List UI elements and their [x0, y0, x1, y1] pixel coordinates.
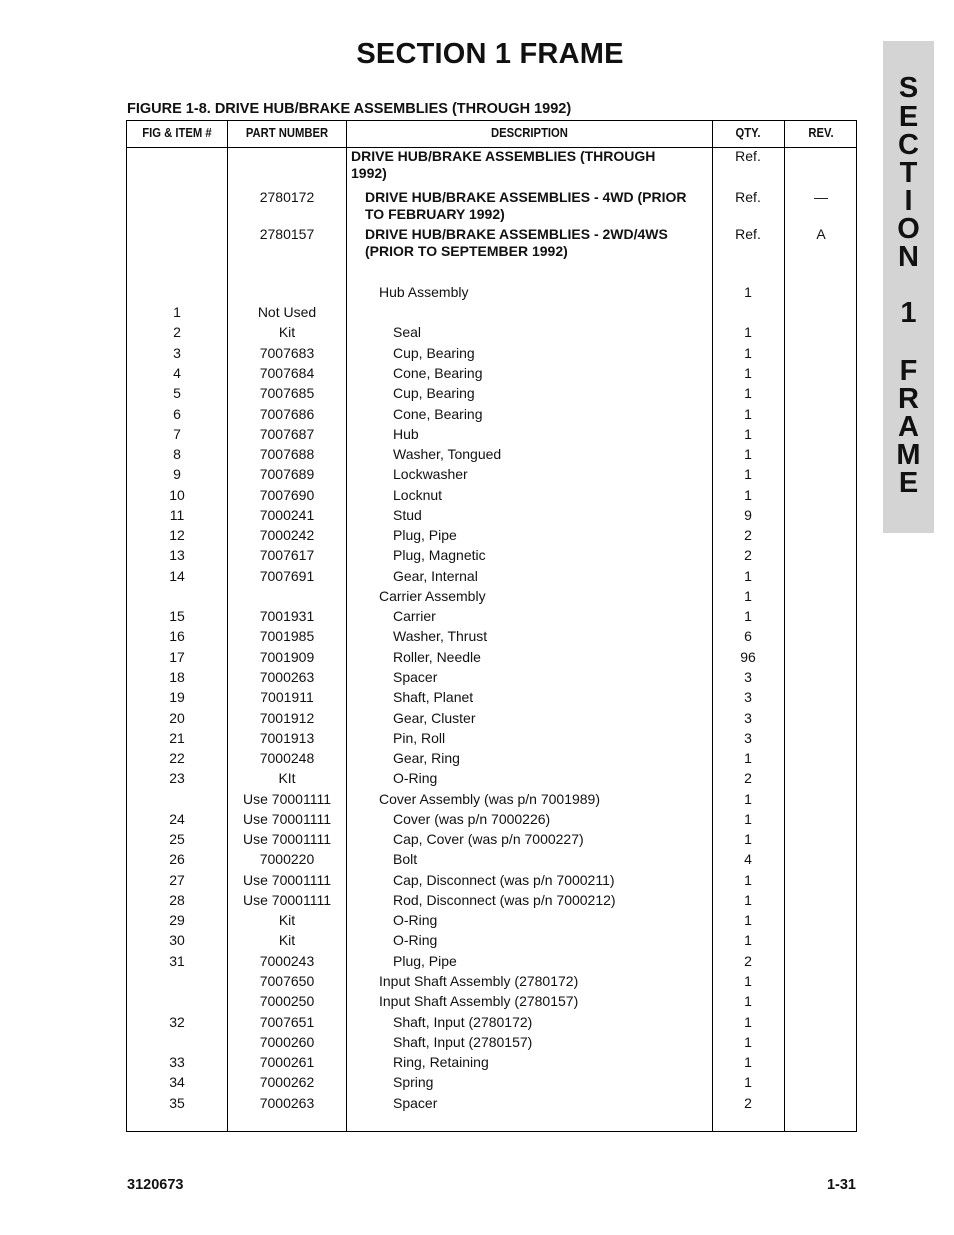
header-fig-item: FIG & ITEM # — [142, 126, 212, 140]
column-divider — [784, 121, 785, 1131]
part-number: 7007688 — [259, 446, 315, 462]
fig-item-number: 14 — [169, 568, 185, 584]
quantity: 1 — [744, 831, 752, 847]
fig-item-number: 25 — [169, 831, 185, 847]
part-number: 7000260 — [259, 1034, 315, 1050]
part-number: 7000250 — [259, 993, 315, 1009]
figure-title: FIGURE 1-8. DRIVE HUB/BRAKE ASSEMBLIES (THROUGH 1992) — [127, 101, 572, 117]
quantity: 1 — [744, 284, 752, 300]
description: DRIVE HUB/BRAKE ASSEMBLIES - 2WD/4WS (PRIOR TO SEPTEMBER 1992) — [365, 226, 668, 259]
description: Spacer — [393, 669, 438, 685]
quantity: 2 — [744, 953, 752, 969]
quantity: 1 — [744, 811, 752, 827]
quantity: 1 — [744, 912, 752, 928]
fig-item-number: 12 — [169, 527, 185, 543]
description: Locknut — [393, 487, 443, 503]
description: Shaft, Planet — [393, 689, 474, 705]
part-number: 7007691 — [259, 568, 315, 584]
fig-item-number: 6 — [173, 406, 181, 422]
description: Spacer — [393, 1095, 438, 1111]
fig-item-number: 4 — [173, 365, 181, 381]
fig-item-number: 16 — [169, 628, 185, 644]
side-tab-letter: O — [897, 213, 920, 245]
page-number: 1-31 — [826, 1177, 856, 1193]
side-tab-letter: 1 — [900, 297, 917, 329]
part-number: 7001913 — [259, 730, 315, 746]
description: Washer, Thrust — [393, 628, 488, 644]
quantity: 2 — [744, 547, 752, 563]
part-number: Kit — [278, 912, 296, 928]
quantity: 1 — [744, 1014, 752, 1030]
description: Carrier — [393, 608, 436, 624]
description: Rod, Disconnect (was p/n 7000212) — [393, 892, 616, 908]
fig-item-number: 15 — [169, 608, 185, 624]
part-number: 7007650 — [259, 973, 315, 989]
quantity: 1 — [744, 406, 752, 422]
part-number: 2780157 — [259, 226, 315, 242]
fig-item-number: 10 — [169, 487, 185, 503]
description: Gear, Cluster — [393, 710, 476, 726]
fig-item-number: 5 — [173, 385, 181, 401]
quantity: 1 — [744, 446, 752, 462]
header-part-number: PART NUMBER — [245, 126, 329, 140]
description: Seal — [393, 324, 422, 340]
side-tab-letter: R — [898, 383, 919, 415]
description: Gear, Internal — [393, 568, 478, 584]
quantity: 2 — [744, 1095, 752, 1111]
part-number: 7001931 — [259, 608, 315, 624]
quantity: 2 — [744, 770, 752, 786]
description: Input Shaft Assembly (2780172) — [379, 973, 579, 989]
quantity: 1 — [744, 932, 752, 948]
part-number: 7000241 — [259, 507, 315, 523]
part-number: 7000248 — [259, 750, 315, 766]
quantity: 1 — [744, 791, 752, 807]
description: DRIVE HUB/BRAKE ASSEMBLIES - 4WD (PRIOR TO FEBRUARY 1992) — [365, 189, 687, 222]
side-tab-letter: F — [899, 355, 918, 387]
description: Hub — [393, 426, 419, 442]
quantity: 4 — [744, 851, 752, 867]
part-number: Use 70001111 — [243, 811, 331, 827]
description: Ring, Retaining — [393, 1054, 489, 1070]
side-tab-letter: N — [898, 241, 919, 273]
section-title: SECTION 1 FRAME — [356, 38, 624, 70]
fig-item-number: 9 — [173, 466, 181, 482]
column-divider — [346, 121, 347, 1131]
part-number: 7001912 — [259, 710, 315, 726]
side-tab-letter: M — [896, 439, 921, 471]
description: Cup, Bearing — [393, 385, 475, 401]
header-description: DESCRIPTION — [491, 126, 568, 140]
quantity: 1 — [744, 385, 752, 401]
side-tab-letter: A — [898, 411, 919, 443]
description: Cup, Bearing — [393, 345, 475, 361]
part-number: 7000261 — [259, 1054, 315, 1070]
description: O-Ring — [393, 912, 438, 928]
quantity: 3 — [744, 689, 752, 705]
part-number: 7007651 — [259, 1014, 315, 1030]
part-number: 7007689 — [259, 466, 315, 482]
part-number: 7000263 — [259, 669, 315, 685]
fig-item-number: 11 — [169, 507, 185, 523]
quantity: 1 — [744, 892, 752, 908]
document-number: 3120673 — [127, 1177, 184, 1193]
fig-item-number: 34 — [169, 1074, 185, 1090]
part-number: 7000263 — [259, 1095, 315, 1111]
quantity: 1 — [744, 568, 752, 584]
quantity: 1 — [744, 608, 752, 624]
description: Pin, Roll — [393, 730, 446, 746]
parts-table — [126, 120, 857, 1132]
revision: — — [814, 189, 828, 205]
quantity: 1 — [744, 466, 752, 482]
quantity: 1 — [744, 1074, 752, 1090]
quantity: 1 — [744, 426, 752, 442]
part-number: 7001911 — [260, 689, 314, 705]
fig-item-number: 28 — [169, 892, 185, 908]
side-tab-letter: I — [904, 185, 913, 217]
part-number: 7007686 — [259, 406, 315, 422]
description: Roller, Needle — [393, 649, 481, 665]
part-number: 7007685 — [259, 385, 315, 401]
side-tab-letter: C — [898, 129, 919, 161]
fig-item-number: 17 — [169, 649, 185, 665]
quantity: 2 — [744, 527, 752, 543]
side-tab-letter: T — [899, 157, 918, 189]
part-number: KIt — [278, 770, 296, 786]
quantity: 1 — [744, 973, 752, 989]
fig-item-number: 35 — [169, 1095, 185, 1111]
description: Shaft, Input (2780157) — [393, 1034, 533, 1050]
description: Plug, Pipe — [393, 527, 457, 543]
fig-item-number: 23 — [169, 770, 185, 786]
part-number: 2780172 — [259, 189, 315, 205]
fig-item-number: 1 — [173, 304, 181, 320]
description: Input Shaft Assembly (2780157) — [379, 993, 579, 1009]
description: Plug, Magnetic — [393, 547, 486, 563]
quantity: 1 — [744, 872, 752, 888]
side-tab-letter: S — [898, 72, 919, 104]
part-number: 7001985 — [259, 628, 315, 644]
quantity: 1 — [744, 993, 752, 1009]
part-number: Use 70001111 — [243, 791, 331, 807]
part-number: 7007684 — [259, 365, 315, 381]
description: Hub Assembly — [379, 284, 469, 300]
fig-item-number: 21 — [169, 730, 185, 746]
description: Cap, Disconnect (was p/n 7000211) — [393, 872, 615, 888]
description: Lockwasher — [393, 466, 468, 482]
description: Cover Assembly (was p/n 7001989) — [379, 791, 600, 807]
part-number: Not Used — [257, 304, 317, 320]
fig-item-number: 19 — [169, 689, 185, 705]
part-number: 7000243 — [259, 953, 315, 969]
part-number: 7000242 — [259, 527, 315, 543]
quantity: 1 — [744, 588, 752, 604]
fig-item-number: 8 — [173, 446, 181, 462]
part-number: 7007617 — [259, 547, 315, 563]
fig-item-number: 33 — [169, 1054, 185, 1070]
description: Plug, Pipe — [393, 953, 457, 969]
fig-item-number: 31 — [169, 953, 185, 969]
header-rev: REV. — [808, 126, 834, 140]
description: O-Ring — [393, 932, 438, 948]
fig-item-number: 26 — [169, 851, 185, 867]
description: O-Ring — [393, 770, 438, 786]
part-number: 7000262 — [259, 1074, 315, 1090]
fig-item-number: 18 — [169, 669, 185, 685]
description: Gear, Ring — [393, 750, 460, 766]
part-number: Kit — [278, 324, 296, 340]
description: DRIVE HUB/BRAKE ASSEMBLIES (THROUGH 1992) — [351, 148, 656, 181]
fig-item-number: 30 — [169, 932, 185, 948]
fig-item-number: 29 — [169, 912, 185, 928]
quantity: 3 — [744, 669, 752, 685]
description: Bolt — [393, 851, 418, 867]
part-number: 7001909 — [259, 649, 315, 665]
quantity: 1 — [744, 324, 752, 340]
quantity: 3 — [744, 730, 752, 746]
quantity: 1 — [744, 487, 752, 503]
fig-item-number: 7 — [173, 426, 181, 442]
description: Stud — [393, 507, 422, 523]
description: Cone, Bearing — [393, 365, 483, 381]
part-number: Kit — [278, 932, 296, 948]
fig-item-number: 22 — [169, 750, 185, 766]
header-qty: QTY. — [735, 126, 761, 140]
fig-item-number: 24 — [169, 811, 185, 827]
quantity: 1 — [744, 1034, 752, 1050]
part-number: Use 70001111 — [243, 872, 331, 888]
fig-item-number: 20 — [169, 710, 185, 726]
fig-item-number: 32 — [169, 1014, 185, 1030]
quantity: 1 — [744, 345, 752, 361]
quantity: Ref. — [735, 148, 761, 164]
part-number: 7007690 — [259, 487, 315, 503]
description: Cone, Bearing — [393, 406, 483, 422]
quantity: 9 — [744, 507, 752, 523]
part-number: Use 70001111 — [243, 831, 331, 847]
description: Shaft, Input (2780172) — [393, 1014, 533, 1030]
quantity: Ref. — [735, 189, 761, 205]
side-tab-letter: E — [898, 101, 919, 133]
part-number: 7000220 — [259, 851, 315, 867]
description: Cover (was p/n 7000226) — [393, 811, 551, 827]
fig-item-number: 27 — [169, 872, 185, 888]
description: Washer, Tongued — [393, 446, 502, 462]
quantity: 96 — [740, 649, 756, 665]
quantity: 6 — [744, 628, 752, 644]
revision: A — [816, 226, 826, 242]
description: Carrier Assembly — [379, 588, 486, 604]
quantity: 3 — [744, 710, 752, 726]
quantity: 1 — [744, 750, 752, 766]
quantity: 1 — [744, 1054, 752, 1070]
description: Spring — [393, 1074, 434, 1090]
side-tab-letter: E — [898, 467, 919, 499]
quantity: Ref. — [735, 226, 761, 242]
fig-item-number: 3 — [173, 345, 181, 361]
fig-item-number: 2 — [173, 324, 181, 340]
part-number: 7007687 — [259, 426, 315, 442]
part-number: 7007683 — [259, 345, 315, 361]
part-number: Use 70001111 — [243, 892, 331, 908]
section-side-tab — [883, 41, 934, 533]
description: Cap, Cover (was p/n 7000227) — [393, 831, 584, 847]
fig-item-number: 13 — [169, 547, 185, 563]
quantity: 1 — [744, 365, 752, 381]
